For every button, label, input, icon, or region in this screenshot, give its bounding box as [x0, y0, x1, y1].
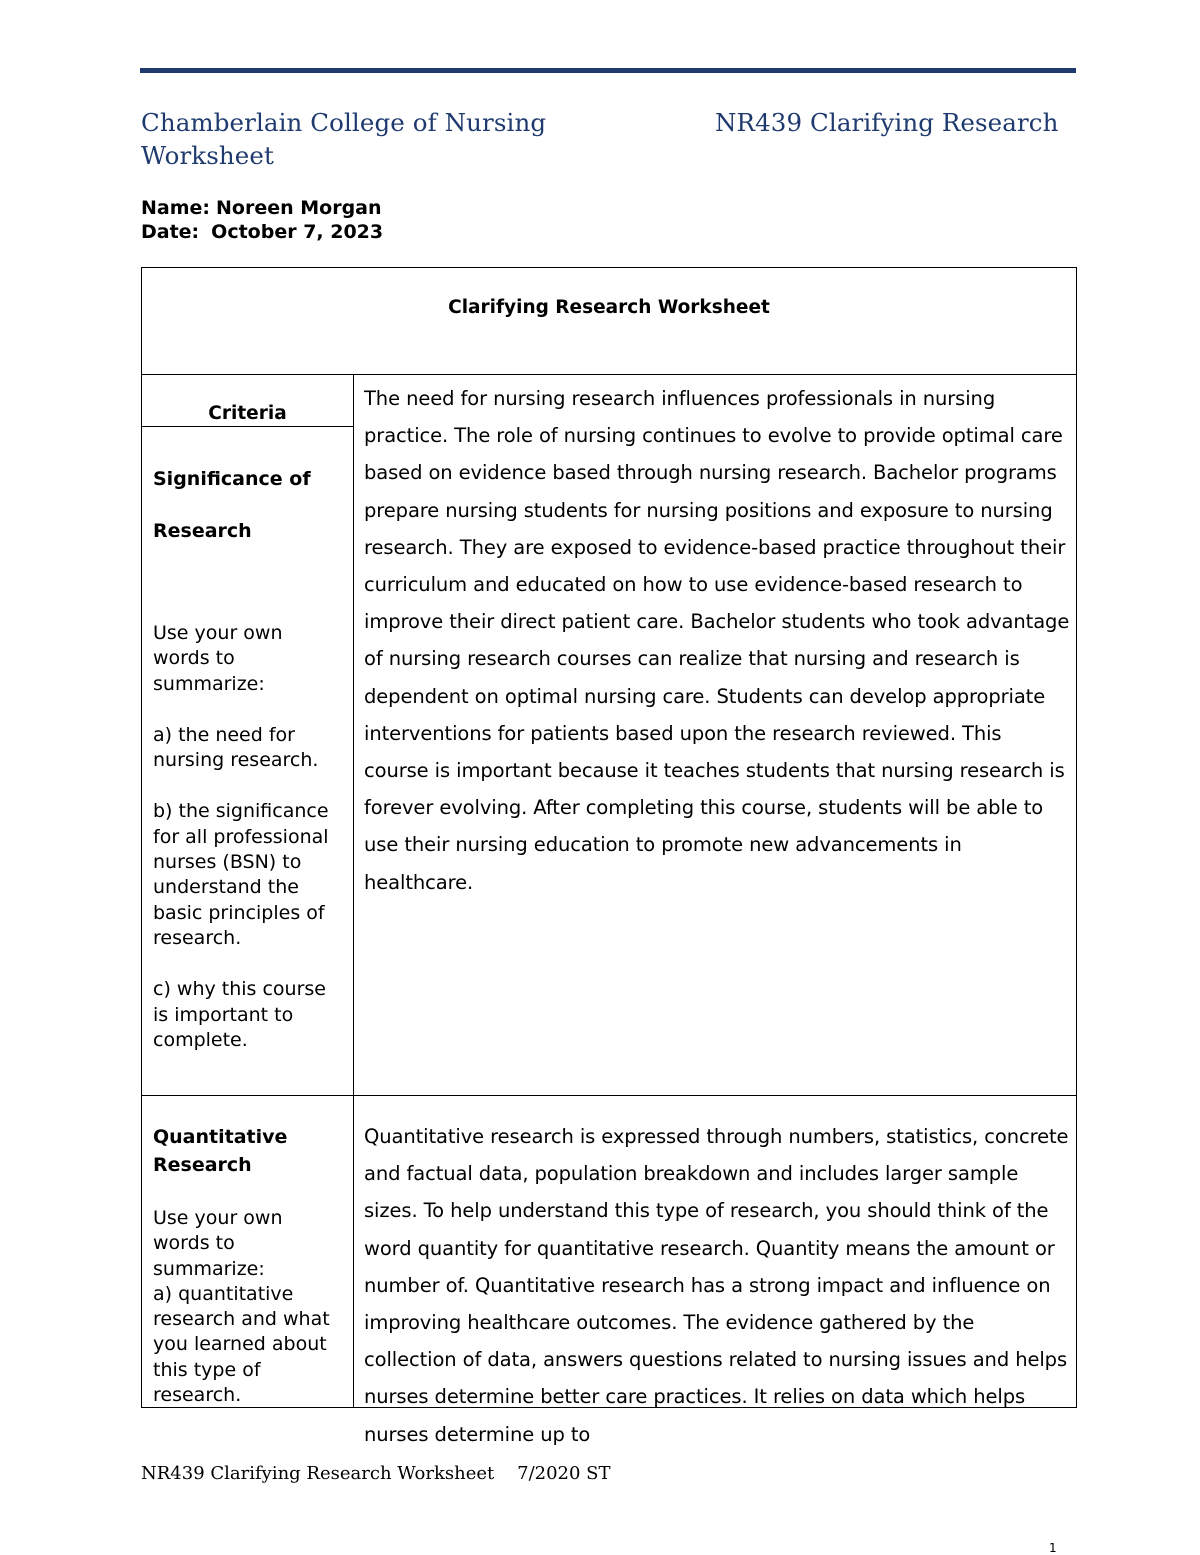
instruction-line: b) the significance for all professional nurses (BSN) to understand the basic principles of research. — [153, 800, 329, 949]
page-footer: NR439 Clarifying Research Worksheet 7/2020 ST — [141, 1463, 611, 1484]
submission-date: October 7, 2023 — [211, 221, 384, 243]
quantitative-heading-line2: Research — [153, 1154, 252, 1176]
instruction-line: Use your own words to summarize: — [153, 622, 283, 695]
student-name: Noreen Morgan — [216, 197, 382, 219]
page-number: 1 — [1049, 1541, 1057, 1555]
significance-criteria-cell — [153, 453, 343, 1079]
quantitative-heading-line1: Quantitative — [153, 1126, 288, 1148]
column-divider — [353, 375, 354, 1407]
criteria-header-cell — [142, 375, 353, 427]
significance-heading — [153, 453, 343, 557]
college-name: Chamberlain College of Nursing — [141, 108, 547, 137]
row-divider — [142, 1095, 1076, 1096]
worksheet-label: Worksheet — [141, 141, 274, 170]
significance-instructions — [153, 621, 343, 1053]
significance-answer: The need for nursing research influences professionals in nursing practice. The role of nursing continues to evolve to provide optimal care based on evidence based through nursing research. Bachelor programs prepare nursing students for nursing positions and exposure to nursing research. They are exposed to evidence-based practice throughout their curriculum and educated on how to use evidence-based research to improve their direct patient care. Bachelor students who took advantage of nursing research courses can realize that nursing and research is dependent on optimal nursing care. Students can develop appropriate interventions for patients based upon the research reviewed. This course is important because it teaches students that nursing research is forever evolving. After completing this course, students will be able to use their nursing education to promote new advancements in healthcare. — [364, 387, 1070, 894]
significance-heading-line1: Significance of — [153, 468, 311, 490]
student-info — [141, 196, 383, 244]
instruction-line: a) quantitative research and what you learned about this type of research. — [153, 1282, 330, 1407]
quantitative-heading — [153, 1123, 343, 1179]
quantitative-criteria-cell — [153, 1123, 343, 1408]
criteria-header: Criteria — [208, 403, 287, 424]
table-title: Clarifying Research Worksheet — [448, 297, 770, 318]
significance-heading-line2: Research — [153, 520, 252, 542]
course-title: NR439 Clarifying Research — [715, 108, 1059, 137]
quantitative-answer: Quantitative research is expressed through numbers, statistics, concrete and factual data, population breakdown and includes larger sample sizes. To help understand this type of research, you should think of the word quantity for quantitative research. Quantity means the amount or number of. Quantitative research has a strong impact and influence on improving healthcare outcomes. The evidence gathered by the collection of data, answers questions related to nursing issues and helps nurses determine better care practices. It relies on data which helps nurses determine up to — [364, 1125, 1069, 1446]
quantitative-instructions — [153, 1206, 343, 1408]
date-line — [141, 220, 383, 244]
name-label: Name: — [141, 197, 211, 219]
document-header — [141, 106, 1061, 172]
instruction-line: c) why this course is important to complete. — [153, 978, 326, 1051]
worksheet-table — [141, 267, 1077, 1446]
date-label: Date: — [141, 221, 200, 243]
header-rule-thin — [140, 72, 1076, 73]
table-title-row — [142, 268, 1076, 375]
instruction-line: a) the need for nursing research. — [153, 723, 319, 772]
name-line — [141, 196, 383, 220]
instruction-line: Use your own words to summarize: — [153, 1207, 283, 1280]
